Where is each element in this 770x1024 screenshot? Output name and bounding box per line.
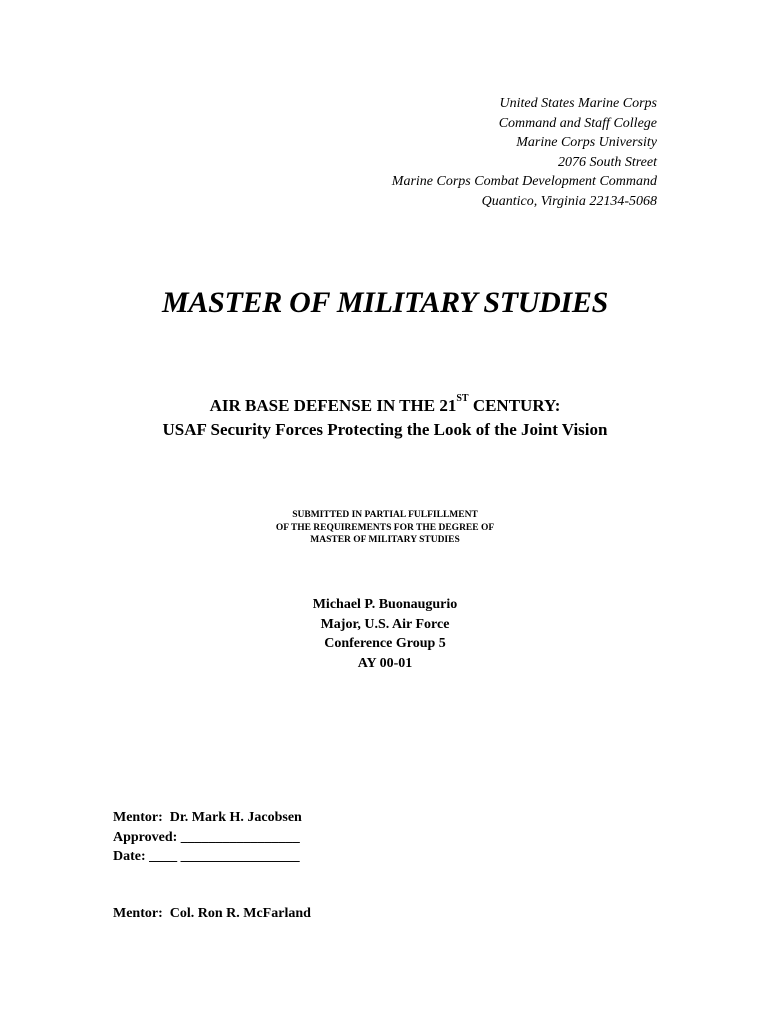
conference-group: Conference Group 5 [324, 636, 446, 651]
address-line: Marine Corps University [516, 135, 657, 150]
mentor-1: Mentor: Dr. Mark H. Jacobsen [113, 810, 302, 825]
author-rank: Major, U.S. Air Force [320, 616, 450, 632]
thesis-title-text: AIR BASE DEFENSE IN THE 21 [209, 396, 457, 415]
author-block [0, 595, 770, 673]
mentor-2: Mentor: Col. Ron R. McFarland [113, 906, 311, 921]
mentor-2-block [113, 904, 311, 924]
address-line: Quantico, Virginia 22134-5068 [481, 193, 657, 209]
approved-line: Approved: _________________ [113, 829, 300, 845]
thesis-title-text-end: CENTURY: [468, 396, 561, 415]
author-name: Michael P. Buonaugurio [312, 597, 458, 612]
submission-statement [0, 509, 770, 547]
submission-line: OF THE REQUIREMENTS FOR THE DEGREE OF [275, 522, 495, 533]
address-line: United States Marine Corps [499, 96, 657, 111]
submission-line: MASTER OF MILITARY STUDIES [310, 535, 460, 545]
submission-line: SUBMITTED IN PARTIAL FULFILLMENT [292, 510, 478, 520]
academic-year: AY 00-01 [357, 655, 413, 671]
mentor-approval-block [113, 808, 302, 867]
thesis-title [0, 394, 770, 442]
thesis-title-line1 [0, 394, 770, 418]
date-line: Date: ____ _________________ [113, 849, 300, 864]
thesis-subtitle: USAF Security Forces Protecting the Look of the Joint Vision [162, 420, 608, 439]
address-line: 2076 South Street [557, 154, 657, 170]
degree-title: MASTER OF MILITARY STUDIES [162, 286, 608, 319]
thesis-title-superscript: ST [456, 393, 469, 405]
address-line: Command and Staff College [498, 115, 657, 131]
institution-address [392, 94, 657, 211]
address-line: Marine Corps Combat Development Command [391, 174, 657, 189]
